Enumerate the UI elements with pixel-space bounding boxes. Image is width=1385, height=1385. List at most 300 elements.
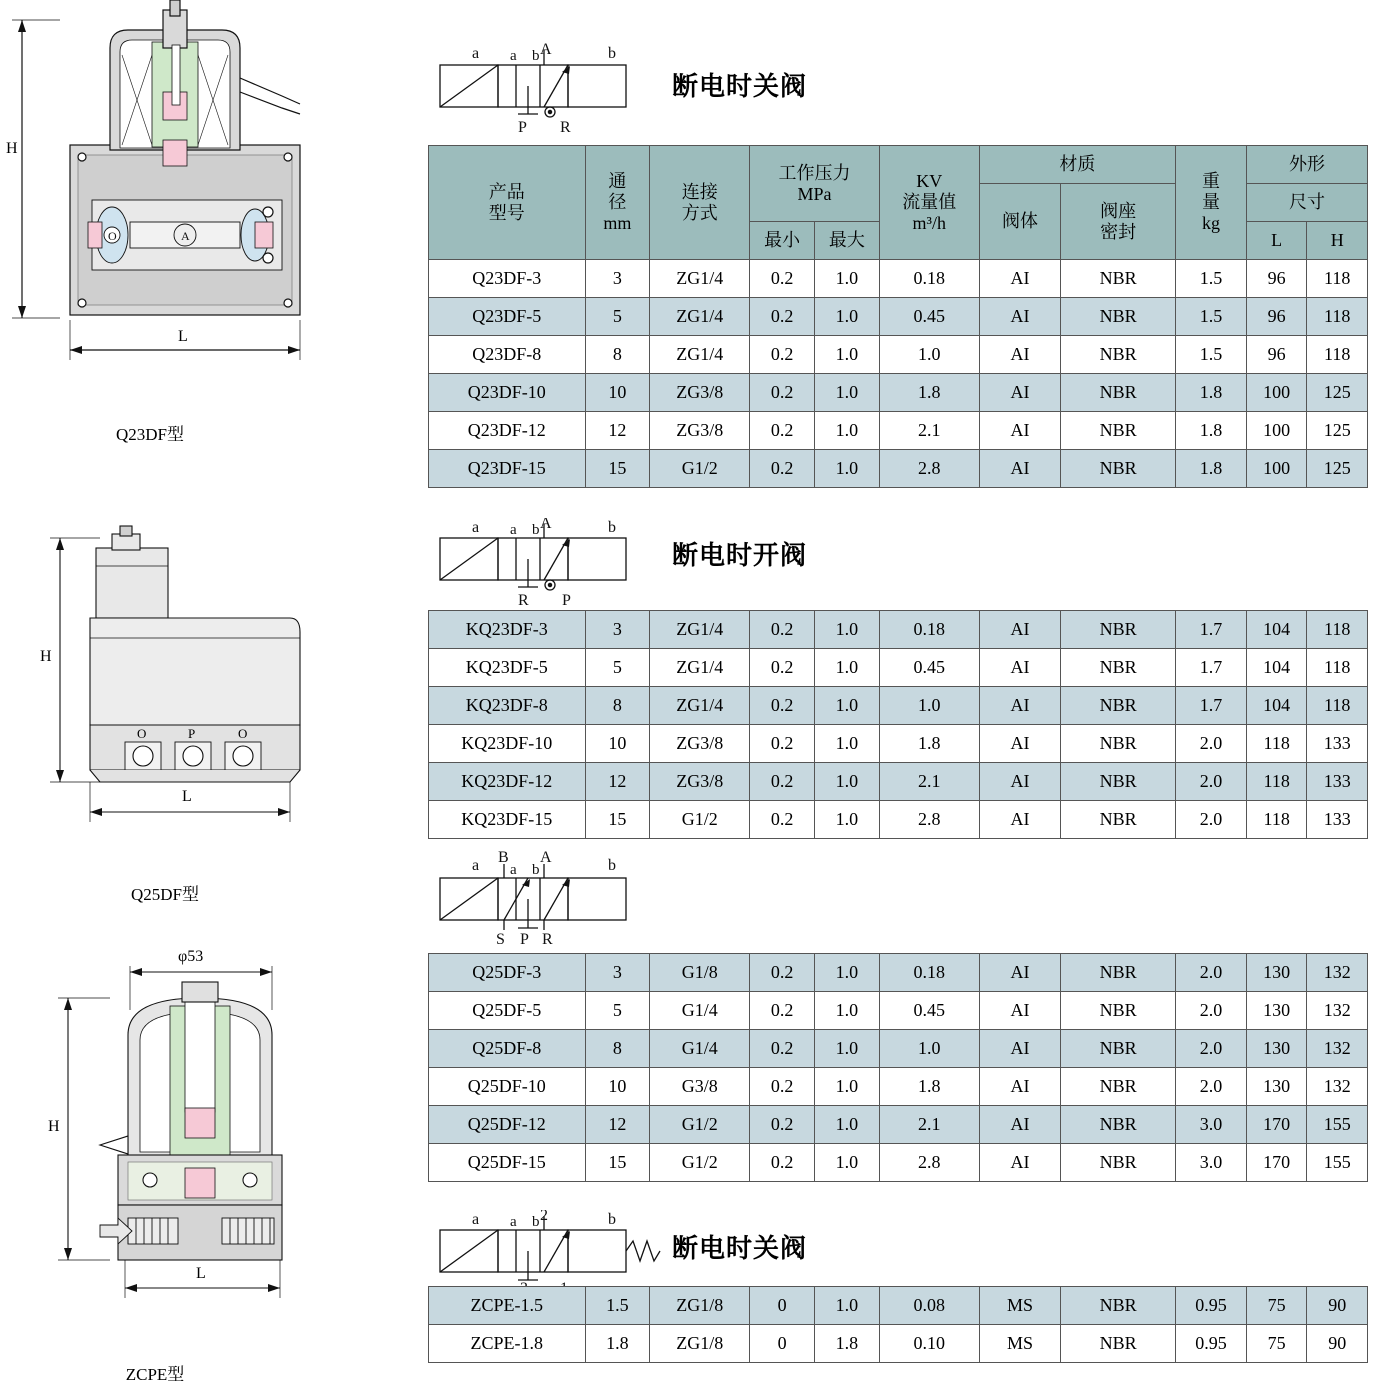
svg-text:P: P [520, 931, 529, 946]
cell-l: 96 [1246, 298, 1307, 336]
cell-model: KQ23DF-12 [429, 763, 586, 801]
header-size-h: H [1307, 222, 1368, 260]
header-model-line1: 产品 [488, 181, 525, 202]
cell-bore: 12 [585, 1106, 650, 1144]
cell-seal: NBR [1061, 1030, 1176, 1068]
cell-pmax: 1.0 [815, 1106, 880, 1144]
cell-body: AI [979, 260, 1060, 298]
svg-text:b: b [608, 857, 616, 874]
cell-weight: 2.0 [1175, 1068, 1246, 1106]
cell-bore: 5 [585, 649, 650, 687]
cell-pmax: 1.0 [815, 1287, 880, 1325]
cell-weight: 2.0 [1175, 1030, 1246, 1068]
svg-text:a: a [510, 522, 517, 538]
cell-model: KQ23DF-10 [429, 725, 586, 763]
header-bore-line2: 径 [608, 192, 627, 213]
cell-pmin: 0 [750, 1287, 815, 1325]
cell-body: AI [979, 336, 1060, 374]
cell-h: 133 [1307, 725, 1368, 763]
header-material: 材质 [979, 146, 1175, 184]
cell-pmax: 1.0 [815, 763, 880, 801]
cell-l: 75 [1246, 1287, 1307, 1325]
cell-body: AI [979, 687, 1060, 725]
cell-pmin: 0.2 [750, 336, 815, 374]
cell-pmin: 0.2 [750, 992, 815, 1030]
cell-kv: 1.0 [879, 336, 979, 374]
cell-bore: 12 [585, 412, 650, 450]
cell-conn: G1/2 [650, 450, 750, 488]
header-bore-line1: 通 [608, 171, 627, 192]
cell-l: 118 [1246, 801, 1307, 839]
cell-h: 132 [1307, 1030, 1368, 1068]
schematic-symbol-3 [432, 850, 652, 946]
header-weight-line2: 量 [1201, 192, 1220, 213]
cell-pmin: 0.2 [750, 954, 815, 992]
table-row [429, 412, 1368, 450]
cell-pmin: 0.2 [750, 1068, 815, 1106]
cell-weight: 1.7 [1175, 649, 1246, 687]
cell-h: 132 [1307, 992, 1368, 1030]
cell-body: AI [979, 763, 1060, 801]
table-row [429, 260, 1368, 298]
header-seal-line2: 密封 [1100, 221, 1137, 242]
table-row [429, 954, 1368, 992]
table-row [429, 1144, 1368, 1182]
cell-pmax: 1.0 [815, 374, 880, 412]
svg-text:2: 2 [540, 1210, 548, 1224]
svg-text:R: R [518, 592, 529, 608]
cell-conn: ZG1/8 [650, 1325, 750, 1363]
cell-kv: 1.0 [879, 687, 979, 725]
svg-text:A: A [540, 850, 552, 866]
header-model-line2: 型号 [488, 202, 525, 223]
schematic-symbol-1 [432, 40, 652, 140]
cell-h: 118 [1307, 260, 1368, 298]
cell-bore: 15 [585, 450, 650, 488]
cell-conn: ZG1/4 [650, 687, 750, 725]
cell-pmax: 1.8 [815, 1325, 880, 1363]
header-weight-line1: 重 [1201, 171, 1220, 192]
cell-body: AI [979, 412, 1060, 450]
cell-seal: NBR [1061, 1325, 1176, 1363]
cell-pmax: 1.0 [815, 336, 880, 374]
cell-pmin: 0.2 [750, 801, 815, 839]
header-model [429, 146, 586, 260]
cell-kv: 0.18 [879, 954, 979, 992]
cell-pmax: 1.0 [815, 1068, 880, 1106]
cell-pmin: 0 [750, 1325, 815, 1363]
cell-l: 100 [1246, 374, 1307, 412]
cell-model: Q25DF-3 [429, 954, 586, 992]
cell-model: ZCPE-1.5 [429, 1287, 586, 1325]
table-row [429, 1287, 1368, 1325]
svg-text:a: a [472, 1211, 480, 1228]
dimension-diameter-label: φ53 [178, 948, 204, 965]
cell-body: AI [979, 992, 1060, 1030]
cell-h: 90 [1307, 1287, 1368, 1325]
cell-seal: NBR [1061, 1068, 1176, 1106]
cell-h: 132 [1307, 1068, 1368, 1106]
cell-model: ZCPE-1.8 [429, 1325, 586, 1363]
header-connection-line1: 连接 [681, 181, 718, 202]
cell-body: AI [979, 1068, 1060, 1106]
table-row [429, 725, 1368, 763]
cell-conn: ZG1/4 [650, 260, 750, 298]
cell-l: 75 [1246, 1325, 1307, 1363]
cell-pmin: 0.2 [750, 1030, 815, 1068]
cell-body: AI [979, 298, 1060, 336]
cell-bore: 3 [585, 611, 650, 649]
svg-text:P: P [562, 592, 571, 608]
cell-body: AI [979, 374, 1060, 412]
dimension-l-label-3: L [196, 1265, 206, 1282]
cell-model: Q23DF-10 [429, 374, 586, 412]
header-material-seal [1061, 184, 1176, 260]
cell-pmin: 0.2 [750, 412, 815, 450]
cell-seal: NBR [1061, 687, 1176, 725]
cell-kv: 2.1 [879, 412, 979, 450]
svg-text:R: R [560, 119, 571, 136]
cell-h: 118 [1307, 611, 1368, 649]
svg-text:S: S [496, 931, 505, 946]
cell-pmax: 1.0 [815, 801, 880, 839]
cell-l: 170 [1246, 1106, 1307, 1144]
cell-pmin: 0.2 [750, 1144, 815, 1182]
cell-weight: 1.8 [1175, 374, 1246, 412]
cell-seal: NBR [1061, 298, 1176, 336]
cell-kv: 1.8 [879, 374, 979, 412]
cell-kv: 2.1 [879, 1106, 979, 1144]
cell-model: Q25DF-5 [429, 992, 586, 1030]
cell-h: 118 [1307, 336, 1368, 374]
dimension-l-label: L [178, 328, 188, 345]
cell-pmax: 1.0 [815, 649, 880, 687]
cell-h: 155 [1307, 1106, 1368, 1144]
cell-model: Q23DF-15 [429, 450, 586, 488]
cell-bore: 8 [585, 687, 650, 725]
cell-l: 96 [1246, 336, 1307, 374]
section-title-2: 断电时开阀 [672, 541, 808, 571]
cell-l: 104 [1246, 611, 1307, 649]
spec-table-1-body [429, 260, 1368, 488]
svg-text:P: P [188, 726, 196, 741]
cell-weight: 3.0 [1175, 1144, 1246, 1182]
cell-bore: 8 [585, 1030, 650, 1068]
cell-pmax: 1.0 [815, 260, 880, 298]
header-size-line1: 外形 [1288, 154, 1325, 175]
cell-body: AI [979, 450, 1060, 488]
header-seal-line1: 阀座 [1100, 200, 1137, 221]
svg-text:A: A [181, 229, 190, 243]
cell-model: Q25DF-8 [429, 1030, 586, 1068]
cell-conn: ZG3/8 [650, 374, 750, 412]
cell-pmax: 1.0 [815, 611, 880, 649]
cell-weight: 1.7 [1175, 687, 1246, 725]
cell-bore: 8 [585, 336, 650, 374]
cell-kv: 1.8 [879, 1068, 979, 1106]
section-title-4: 断电时关阀 [672, 1234, 808, 1264]
cell-body: AI [979, 1106, 1060, 1144]
cell-pmin: 0.2 [750, 1106, 815, 1144]
drawing-q25df [0, 520, 410, 904]
cell-body: AI [979, 1030, 1060, 1068]
header-pressure-min: 最小 [750, 222, 815, 260]
cell-weight: 1.7 [1175, 611, 1246, 649]
cell-seal: NBR [1061, 725, 1176, 763]
cell-conn: G1/4 [650, 992, 750, 1030]
table-row [429, 1068, 1368, 1106]
spec-table-4-body [429, 1287, 1368, 1363]
svg-text:a: a [510, 48, 517, 64]
cell-bore: 15 [585, 801, 650, 839]
cell-pmax: 1.0 [815, 725, 880, 763]
cell-bore: 3 [585, 954, 650, 992]
svg-text:b: b [608, 45, 616, 62]
cell-h: 125 [1307, 412, 1368, 450]
cell-body: AI [979, 1144, 1060, 1182]
cell-seal: NBR [1061, 260, 1176, 298]
table-row [429, 649, 1368, 687]
cell-conn: ZG3/8 [650, 763, 750, 801]
svg-text:b: b [532, 48, 540, 64]
cell-weight: 1.8 [1175, 450, 1246, 488]
cell-model: KQ23DF-5 [429, 649, 586, 687]
dimension-h-label-3: H [48, 1118, 60, 1135]
cell-seal: NBR [1061, 611, 1176, 649]
cell-kv: 0.18 [879, 260, 979, 298]
spec-table-2 [428, 610, 1368, 839]
svg-text:O: O [137, 726, 147, 741]
svg-text:b: b [608, 1211, 616, 1228]
cell-model: Q25DF-10 [429, 1068, 586, 1106]
cell-bore: 10 [585, 1068, 650, 1106]
cell-model: KQ23DF-8 [429, 687, 586, 725]
cell-seal: NBR [1061, 412, 1176, 450]
cell-bore: 5 [585, 298, 650, 336]
cell-pmin: 0.2 [750, 725, 815, 763]
cell-kv: 2.8 [879, 801, 979, 839]
cell-l: 104 [1246, 649, 1307, 687]
cell-kv: 0.10 [879, 1325, 979, 1363]
header-pressure-line2: MPa [797, 183, 832, 204]
cell-pmin: 0.2 [750, 260, 815, 298]
cell-h: 132 [1307, 954, 1368, 992]
cell-body: AI [979, 801, 1060, 839]
spec-table-4 [428, 1286, 1368, 1363]
spec-table-1 [428, 145, 1368, 488]
header-bore-line3: mm [603, 212, 632, 233]
cell-kv: 2.8 [879, 1144, 979, 1182]
table-row [429, 298, 1368, 336]
cell-pmax: 1.0 [815, 412, 880, 450]
cell-h: 125 [1307, 450, 1368, 488]
table-row [429, 611, 1368, 649]
cell-pmin: 0.2 [750, 763, 815, 801]
cell-weight: 1.5 [1175, 336, 1246, 374]
cell-pmax: 1.0 [815, 992, 880, 1030]
cell-kv: 0.08 [879, 1287, 979, 1325]
header-kv-line3: m³/h [912, 212, 946, 233]
cell-conn: ZG1/4 [650, 336, 750, 374]
table-row [429, 687, 1368, 725]
cell-seal: NBR [1061, 1287, 1176, 1325]
cell-conn: G1/8 [650, 954, 750, 992]
cell-pmax: 1.0 [815, 687, 880, 725]
cell-h: 133 [1307, 763, 1368, 801]
table-row [429, 374, 1368, 412]
cell-conn: G1/2 [650, 1106, 750, 1144]
cell-weight: 2.0 [1175, 763, 1246, 801]
svg-text:a: a [472, 857, 480, 874]
header-size-l: L [1246, 222, 1307, 260]
table-row [429, 450, 1368, 488]
cell-pmax: 1.0 [815, 450, 880, 488]
cell-conn: ZG1/8 [650, 1287, 750, 1325]
cell-kv: 2.1 [879, 763, 979, 801]
cell-bore: 3 [585, 260, 650, 298]
cell-seal: NBR [1061, 954, 1176, 992]
cell-h: 125 [1307, 374, 1368, 412]
dimension-h-label: H [6, 140, 18, 157]
svg-text:A: A [540, 518, 552, 532]
cell-conn: G3/8 [650, 1068, 750, 1106]
header-kv-line2: 流量值 [902, 192, 957, 213]
cell-pmax: 1.0 [815, 1030, 880, 1068]
cell-l: 118 [1246, 763, 1307, 801]
cell-model: Q23DF-12 [429, 412, 586, 450]
header-kv [879, 146, 979, 260]
cell-l: 170 [1246, 1144, 1307, 1182]
cell-conn: ZG1/4 [650, 298, 750, 336]
cell-weight: 0.95 [1175, 1287, 1246, 1325]
cell-h: 155 [1307, 1144, 1368, 1182]
cell-seal: NBR [1061, 336, 1176, 374]
cell-l: 96 [1246, 260, 1307, 298]
cell-kv: 0.18 [879, 611, 979, 649]
svg-text:a: a [510, 1214, 517, 1230]
cell-conn: G1/2 [650, 801, 750, 839]
dimension-l-label-2: L [182, 788, 192, 805]
header-weight [1175, 146, 1246, 260]
cell-weight: 1.5 [1175, 260, 1246, 298]
cell-seal: NBR [1061, 763, 1176, 801]
cell-model: KQ23DF-3 [429, 611, 586, 649]
cell-body: AI [979, 954, 1060, 992]
cell-seal: NBR [1061, 374, 1176, 412]
cell-body: MS [979, 1325, 1060, 1363]
cell-pmin: 0.2 [750, 450, 815, 488]
section-title-1: 断电时关阀 [672, 72, 808, 102]
spec-table-2-body [429, 611, 1368, 839]
table-row [429, 336, 1368, 374]
cell-model: Q23DF-5 [429, 298, 586, 336]
cell-pmin: 0.2 [750, 687, 815, 725]
cell-pmin: 0.2 [750, 298, 815, 336]
cell-weight: 0.95 [1175, 1325, 1246, 1363]
cell-model: Q25DF-15 [429, 1144, 586, 1182]
table-row [429, 801, 1368, 839]
table-row [429, 1325, 1368, 1363]
cell-l: 100 [1246, 412, 1307, 450]
cell-body: AI [979, 725, 1060, 763]
cell-pmin: 0.2 [750, 649, 815, 687]
drawing-q23df [0, 0, 410, 444]
table-row [429, 1106, 1368, 1144]
cell-pmin: 0.2 [750, 374, 815, 412]
cell-kv: 0.45 [879, 992, 979, 1030]
cell-l: 130 [1246, 992, 1307, 1030]
schematic-symbol-2 [432, 518, 652, 608]
header-bore [585, 146, 650, 260]
svg-text:a: a [510, 862, 517, 878]
spec-table-3-body [429, 954, 1368, 1182]
cell-weight: 3.0 [1175, 1106, 1246, 1144]
cell-seal: NBR [1061, 1106, 1176, 1144]
cell-bore: 5 [585, 992, 650, 1030]
header-material-body: 阀体 [979, 184, 1060, 260]
cell-h: 118 [1307, 298, 1368, 336]
cell-pmax: 1.0 [815, 954, 880, 992]
drawing-caption-q25df: Q25DF型 [130, 885, 199, 904]
cell-seal: NBR [1061, 450, 1176, 488]
cell-conn: G1/4 [650, 1030, 750, 1068]
svg-text:R: R [542, 931, 553, 946]
header-pressure-max: 最大 [815, 222, 880, 260]
drawing-caption-zcpe: ZCPE型 [125, 1365, 185, 1384]
table-row [429, 992, 1368, 1030]
cell-seal: NBR [1061, 992, 1176, 1030]
cell-model: Q23DF-8 [429, 336, 586, 374]
cell-bore: 1.8 [585, 1325, 650, 1363]
cell-l: 100 [1246, 450, 1307, 488]
svg-text:O: O [108, 229, 117, 243]
cell-kv: 2.8 [879, 450, 979, 488]
cell-body: AI [979, 611, 1060, 649]
svg-text:b: b [532, 862, 540, 878]
svg-text:a: a [472, 45, 480, 62]
svg-text:A: A [540, 41, 552, 58]
cell-l: 118 [1246, 725, 1307, 763]
header-size [1246, 146, 1367, 184]
cell-model: KQ23DF-15 [429, 801, 586, 839]
cell-conn: ZG3/8 [650, 412, 750, 450]
cell-h: 118 [1307, 687, 1368, 725]
cell-model: Q23DF-3 [429, 260, 586, 298]
cell-kv: 0.45 [879, 298, 979, 336]
cell-conn: ZG1/4 [650, 649, 750, 687]
drawing-caption-q23df: Q23DF型 [115, 425, 184, 444]
spec-table-3 [428, 953, 1368, 1182]
cell-weight: 1.5 [1175, 298, 1246, 336]
cell-bore: 10 [585, 374, 650, 412]
schematic-symbol-4 [432, 1210, 662, 1296]
cell-bore: 15 [585, 1144, 650, 1182]
cell-kv: 1.8 [879, 725, 979, 763]
cell-l: 104 [1246, 687, 1307, 725]
cell-conn: ZG3/8 [650, 725, 750, 763]
svg-text:P: P [518, 119, 527, 136]
cell-bore: 1.5 [585, 1287, 650, 1325]
table-row [429, 1030, 1368, 1068]
svg-text:b: b [532, 522, 540, 538]
cell-weight: 1.8 [1175, 412, 1246, 450]
cell-conn: G1/2 [650, 1144, 750, 1182]
cell-h: 133 [1307, 801, 1368, 839]
header-pressure-line1: 工作压力 [778, 162, 851, 183]
header-size-sub: 尺寸 [1246, 184, 1367, 222]
cell-weight: 2.0 [1175, 992, 1246, 1030]
cell-weight: 2.0 [1175, 725, 1246, 763]
